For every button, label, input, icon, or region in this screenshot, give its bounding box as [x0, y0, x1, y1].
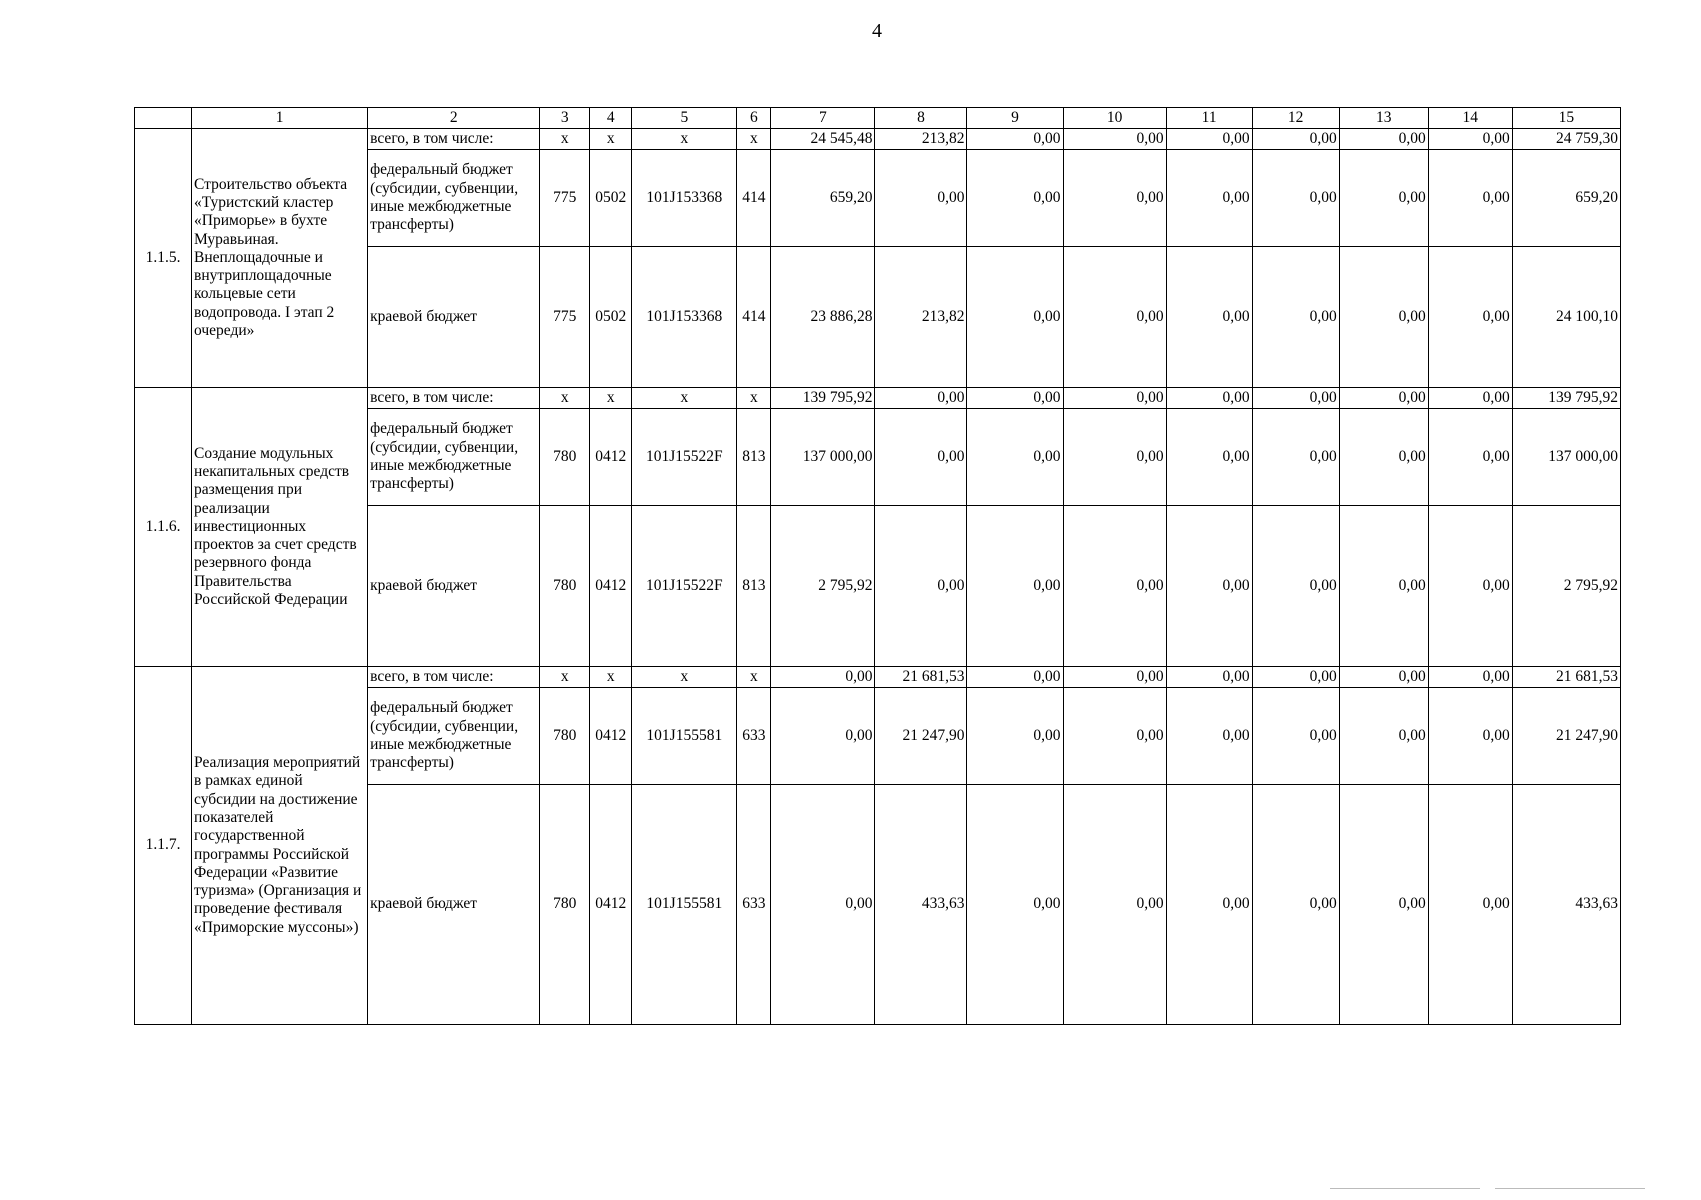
- header-cell: [135, 108, 192, 129]
- header-cell: 4: [590, 108, 632, 129]
- section-total-row: [135, 388, 1621, 409]
- amount-cell: 0,00: [1252, 247, 1339, 388]
- amount-cell: 0,00: [967, 667, 1063, 688]
- code-section: х: [590, 388, 632, 409]
- amount-cell: 0,00: [1166, 506, 1252, 667]
- code-target-article: 101J153368: [632, 247, 737, 388]
- amount-cell: 0,00: [1339, 409, 1428, 506]
- code-target-article: х: [632, 388, 737, 409]
- funding-source: федеральный бюджет (субсидии, субвенции, иные межбюджетные трансферты): [368, 150, 540, 247]
- amount-cell: 0,00: [1063, 388, 1166, 409]
- code-target-article: х: [632, 667, 737, 688]
- amount-cell: 2 795,92: [771, 506, 875, 667]
- code-grbs: 780: [540, 506, 590, 667]
- code-grbs: х: [540, 667, 590, 688]
- code-expense-type: 414: [737, 247, 771, 388]
- amount-cell: 0,00: [1428, 388, 1512, 409]
- section-total-row: [135, 129, 1621, 150]
- header-cell: 5: [632, 108, 737, 129]
- scan-artifact: [1330, 1188, 1480, 1189]
- code-section: х: [590, 667, 632, 688]
- funding-source: краевой бюджет: [368, 785, 540, 1025]
- amount-cell: 433,63: [875, 785, 967, 1025]
- code-section: 0502: [590, 150, 632, 247]
- header-row: [135, 108, 1621, 129]
- amount-cell: 0,00: [771, 785, 875, 1025]
- amount-cell: 0,00: [1166, 667, 1252, 688]
- funding-source: всего, в том числе:: [368, 667, 540, 688]
- amount-cell: 0,00: [771, 667, 875, 688]
- amount-cell: 0,00: [1339, 506, 1428, 667]
- amount-cell: 21 247,90: [875, 688, 967, 785]
- code-expense-type: 414: [737, 150, 771, 247]
- code-expense-type: 633: [737, 785, 771, 1025]
- amount-cell: 0,00: [875, 506, 967, 667]
- amount-cell: 139 795,92: [1512, 388, 1620, 409]
- amount-cell: 0,00: [1339, 667, 1428, 688]
- funding-source: федеральный бюджет (субсидии, субвенции, иные межбюджетные трансферты): [368, 688, 540, 785]
- code-target-article: 101J155581: [632, 785, 737, 1025]
- amount-cell: 0,00: [1252, 785, 1339, 1025]
- header-cell: 2: [368, 108, 540, 129]
- code-grbs: 780: [540, 409, 590, 506]
- amount-cell: 0,00: [875, 150, 967, 247]
- amount-cell: 0,00: [1063, 785, 1166, 1025]
- amount-cell: 0,00: [1252, 506, 1339, 667]
- section-index: 1.1.7.: [135, 667, 192, 1025]
- code-expense-type: х: [737, 129, 771, 150]
- header-cell: 13: [1339, 108, 1428, 129]
- code-expense-type: 813: [737, 506, 771, 667]
- amount-cell: 0,00: [1252, 129, 1339, 150]
- amount-cell: 0,00: [1428, 129, 1512, 150]
- code-target-article: 101J15522F: [632, 506, 737, 667]
- header-cell: 15: [1512, 108, 1620, 129]
- amount-cell: 0,00: [1166, 247, 1252, 388]
- code-target-article: 101J153368: [632, 150, 737, 247]
- code-expense-type: 633: [737, 688, 771, 785]
- funding-source: федеральный бюджет (субсидии, субвенции, иные межбюджетные трансферты): [368, 409, 540, 506]
- header-cell: 10: [1063, 108, 1166, 129]
- amount-cell: 0,00: [1428, 506, 1512, 667]
- section-description: Создание модульных некапитальных средств размещения при реализации инвестиционных проектов за счет средств резервного фонда Правительства Российской Федерации: [192, 388, 368, 667]
- amount-cell: 0,00: [1166, 409, 1252, 506]
- code-section: 0412: [590, 785, 632, 1025]
- budget-table: [134, 107, 1621, 1025]
- amount-cell: 213,82: [875, 247, 967, 388]
- header-cell: 3: [540, 108, 590, 129]
- amount-cell: 0,00: [1428, 688, 1512, 785]
- section-index: 1.1.5.: [135, 129, 192, 388]
- amount-cell: 0,00: [967, 150, 1063, 247]
- amount-cell: 0,00: [771, 688, 875, 785]
- amount-cell: 0,00: [1166, 688, 1252, 785]
- amount-cell: 0,00: [1166, 785, 1252, 1025]
- header-cell: 12: [1252, 108, 1339, 129]
- code-section: 0412: [590, 409, 632, 506]
- code-expense-type: х: [737, 388, 771, 409]
- code-grbs: 775: [540, 247, 590, 388]
- amount-cell: 0,00: [1063, 409, 1166, 506]
- code-target-article: х: [632, 129, 737, 150]
- amount-cell: 21 681,53: [1512, 667, 1620, 688]
- amount-cell: 23 886,28: [771, 247, 875, 388]
- amount-cell: 24 100,10: [1512, 247, 1620, 388]
- code-target-article: 101J155581: [632, 688, 737, 785]
- code-target-article: 101J15522F: [632, 409, 737, 506]
- scan-artifact: [1495, 1188, 1645, 1189]
- amount-cell: 0,00: [1252, 667, 1339, 688]
- code-section: 0412: [590, 688, 632, 785]
- amount-cell: 0,00: [1339, 129, 1428, 150]
- section-total-row: [135, 667, 1621, 688]
- amount-cell: 0,00: [1252, 409, 1339, 506]
- amount-cell: 0,00: [967, 409, 1063, 506]
- amount-cell: 0,00: [1063, 688, 1166, 785]
- amount-cell: 0,00: [1339, 785, 1428, 1025]
- amount-cell: 139 795,92: [771, 388, 875, 409]
- amount-cell: 24 759,30: [1512, 129, 1620, 150]
- amount-cell: 213,82: [875, 129, 967, 150]
- code-section: х: [590, 129, 632, 150]
- amount-cell: 0,00: [967, 688, 1063, 785]
- code-grbs: х: [540, 129, 590, 150]
- funding-source: краевой бюджет: [368, 506, 540, 667]
- amount-cell: 0,00: [1252, 388, 1339, 409]
- amount-cell: 0,00: [1063, 129, 1166, 150]
- section-description: Строительство объекта «Туристский кластер «Приморье» в бухте Муравьиная. Внеплощадочные и внутриплощадочные кольцевые сети водопровода. I этап 2 очереди»: [192, 129, 368, 388]
- header-cell: 7: [771, 108, 875, 129]
- header-cell: 1: [192, 108, 368, 129]
- code-expense-type: х: [737, 667, 771, 688]
- amount-cell: 0,00: [1428, 667, 1512, 688]
- amount-cell: 0,00: [1428, 150, 1512, 247]
- section-description: Реализация мероприятий в рамках единой субсидии на достижение показателей государственной программы Российской Федерации «Развитие туризма» (Организация и проведение фестиваля «Приморские муссоны»): [192, 667, 368, 1025]
- code-grbs: 775: [540, 150, 590, 247]
- amount-cell: 0,00: [967, 785, 1063, 1025]
- amount-cell: 0,00: [1063, 247, 1166, 388]
- code-grbs: 780: [540, 688, 590, 785]
- amount-cell: 0,00: [1063, 506, 1166, 667]
- header-cell: 14: [1428, 108, 1512, 129]
- section-index: 1.1.6.: [135, 388, 192, 667]
- amount-cell: 0,00: [1428, 247, 1512, 388]
- amount-cell: 433,63: [1512, 785, 1620, 1025]
- code-section: 0502: [590, 247, 632, 388]
- amount-cell: 2 795,92: [1512, 506, 1620, 667]
- amount-cell: 0,00: [1339, 388, 1428, 409]
- amount-cell: 0,00: [1339, 247, 1428, 388]
- amount-cell: 0,00: [1166, 388, 1252, 409]
- amount-cell: 0,00: [1063, 667, 1166, 688]
- header-cell: 11: [1166, 108, 1252, 129]
- header-cell: 9: [967, 108, 1063, 129]
- amount-cell: 0,00: [1063, 150, 1166, 247]
- amount-cell: 24 545,48: [771, 129, 875, 150]
- code-grbs: х: [540, 388, 590, 409]
- amount-cell: 0,00: [967, 388, 1063, 409]
- amount-cell: 21 681,53: [875, 667, 967, 688]
- amount-cell: 0,00: [967, 129, 1063, 150]
- page-number: 4: [872, 20, 882, 42]
- amount-cell: 21 247,90: [1512, 688, 1620, 785]
- amount-cell: 0,00: [1252, 688, 1339, 785]
- amount-cell: 0,00: [1428, 409, 1512, 506]
- amount-cell: 0,00: [1252, 150, 1339, 247]
- code-grbs: 780: [540, 785, 590, 1025]
- amount-cell: 0,00: [1339, 150, 1428, 247]
- amount-cell: 137 000,00: [771, 409, 875, 506]
- funding-source: всего, в том числе:: [368, 388, 540, 409]
- header-cell: 8: [875, 108, 967, 129]
- funding-source: краевой бюджет: [368, 247, 540, 388]
- amount-cell: 659,20: [1512, 150, 1620, 247]
- code-section: 0412: [590, 506, 632, 667]
- amount-cell: 0,00: [967, 247, 1063, 388]
- header-cell: 6: [737, 108, 771, 129]
- amount-cell: 0,00: [1166, 150, 1252, 247]
- funding-source: всего, в том числе:: [368, 129, 540, 150]
- code-expense-type: 813: [737, 409, 771, 506]
- amount-cell: 0,00: [875, 388, 967, 409]
- amount-cell: 0,00: [1339, 688, 1428, 785]
- amount-cell: 0,00: [875, 409, 967, 506]
- amount-cell: 0,00: [1428, 785, 1512, 1025]
- amount-cell: 0,00: [967, 506, 1063, 667]
- amount-cell: 0,00: [1166, 129, 1252, 150]
- amount-cell: 137 000,00: [1512, 409, 1620, 506]
- amount-cell: 659,20: [771, 150, 875, 247]
